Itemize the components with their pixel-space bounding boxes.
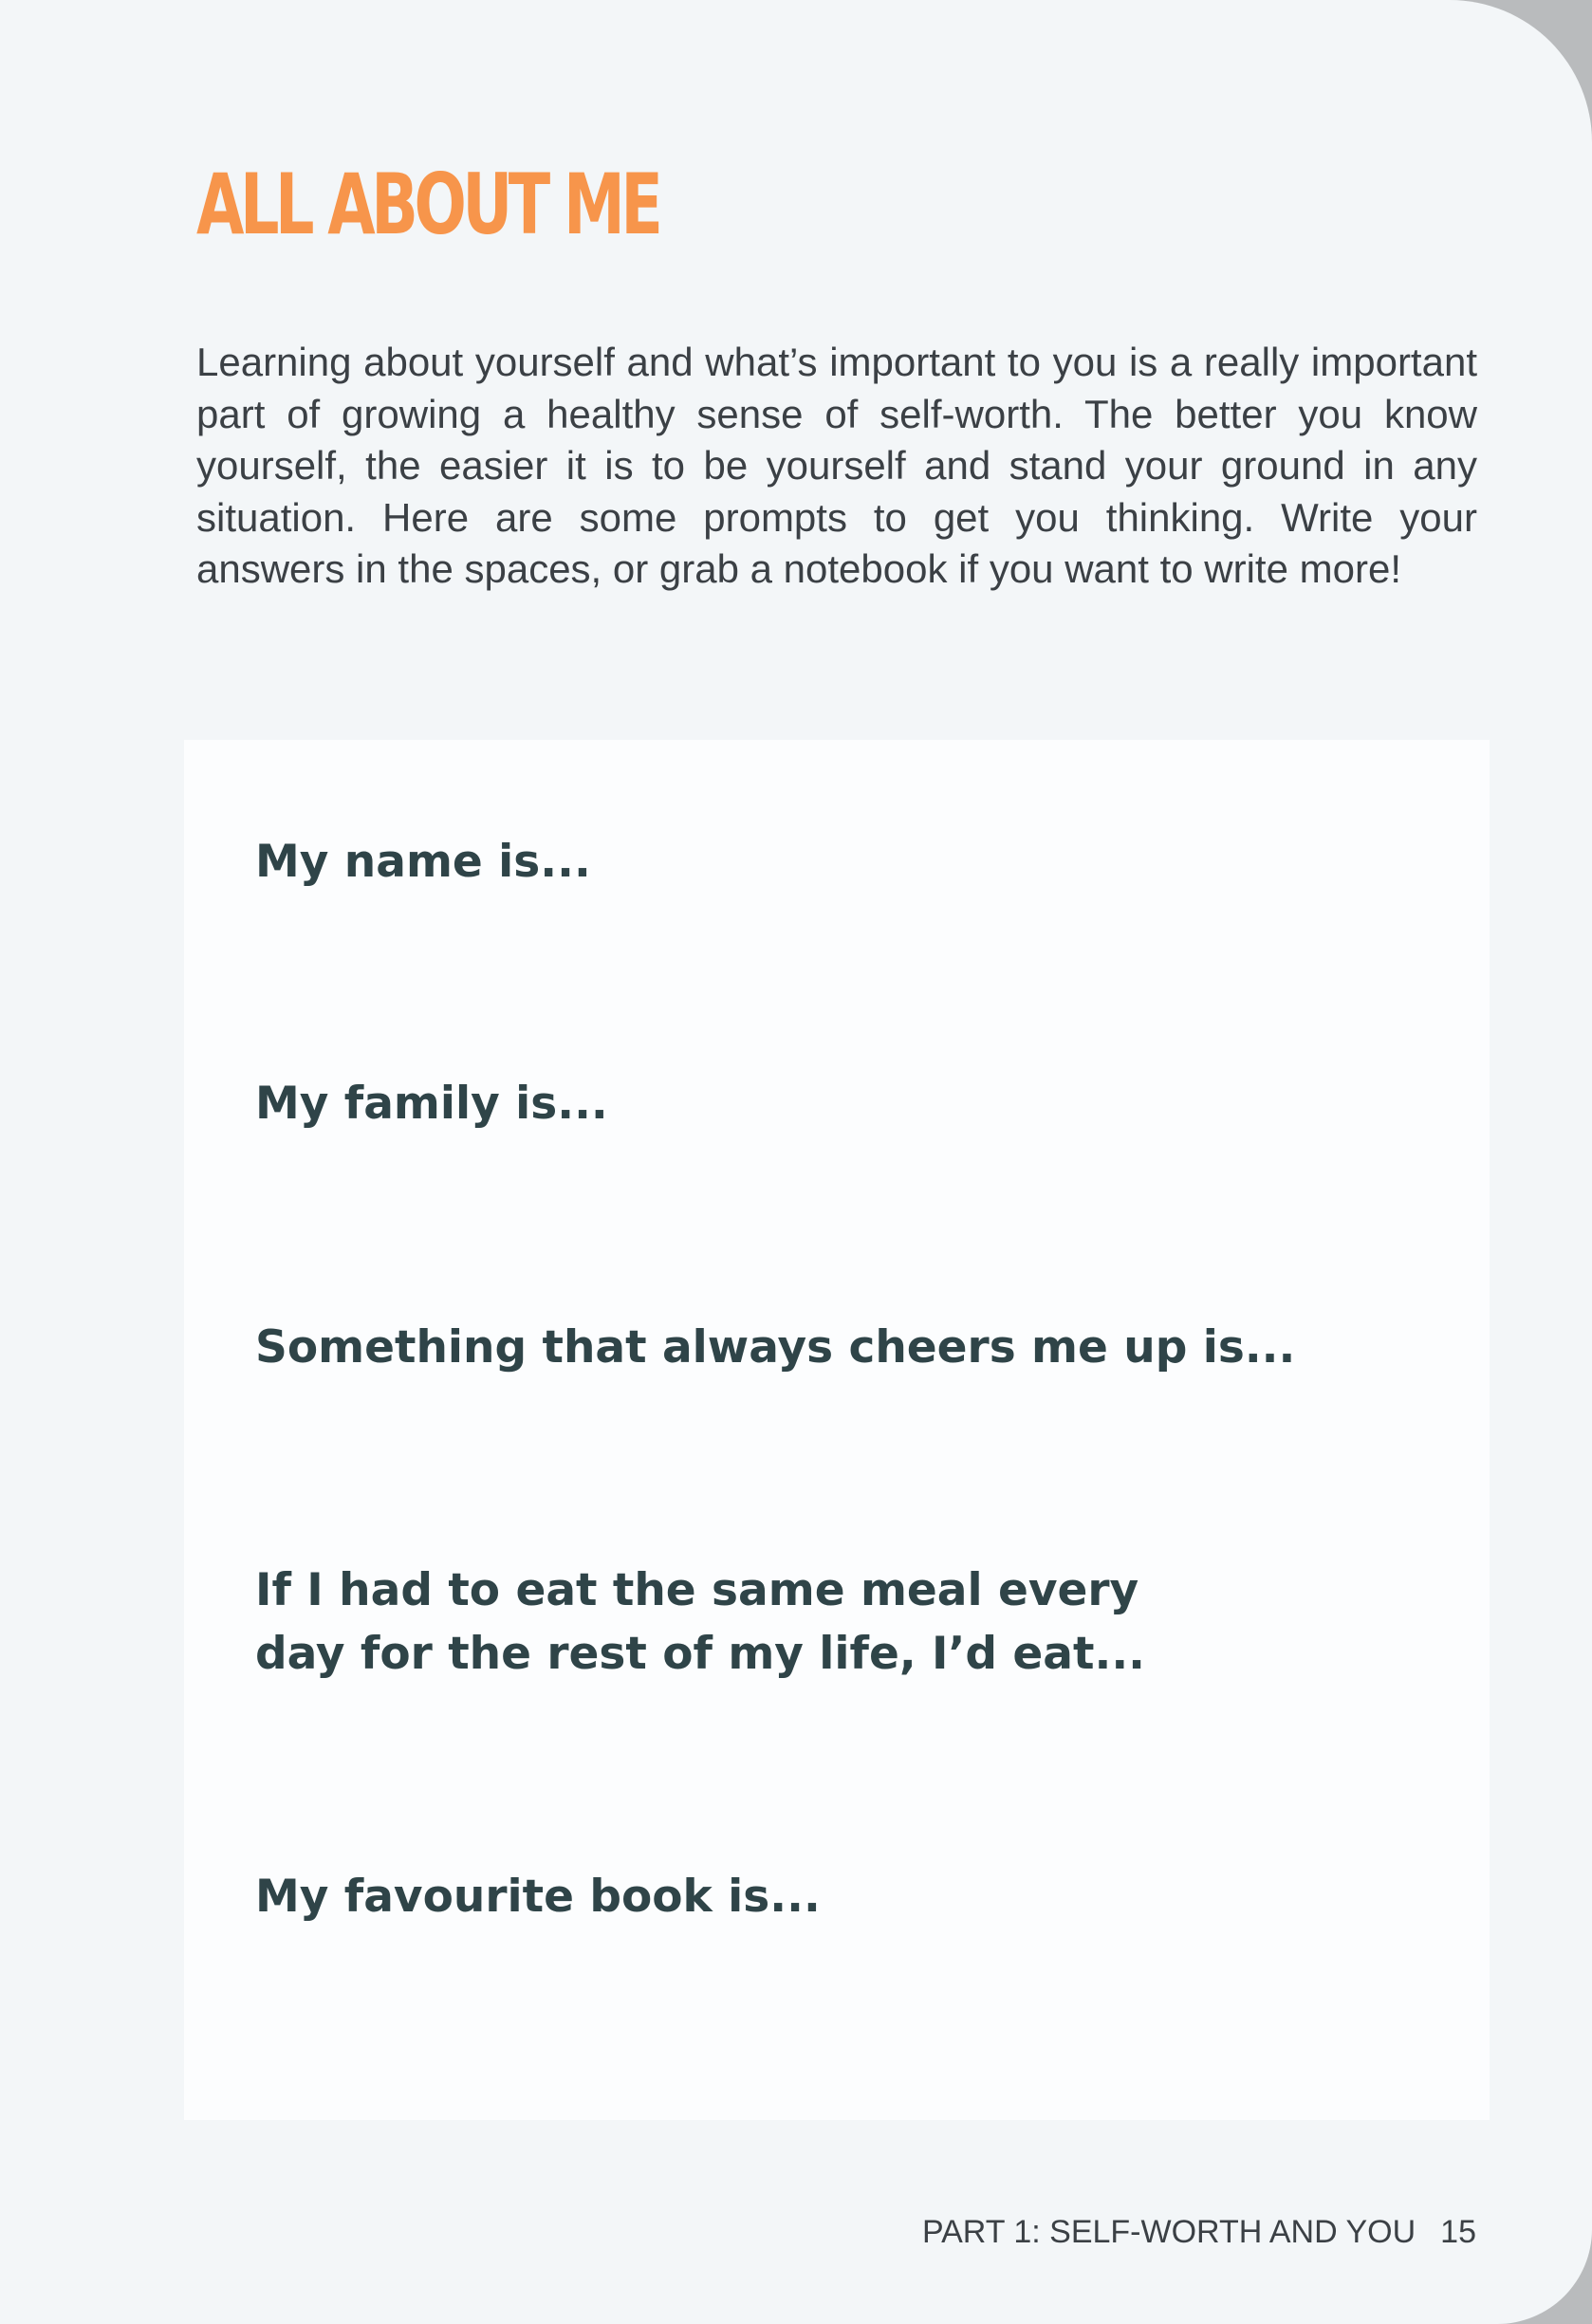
prompt-family: My family is... [255,1078,608,1130]
intro-paragraph: Learning about yourself and what’s important to you is a really important part of growing a healthy sense of self-worth. The better you know yourself, the easier it is to be yourself and stand your ground in any situation. Here are some prompts to get you thinking. Write your answers in the spaces, or grab a notebook if you want to write more! [196,340,1477,592]
page-title: ALL ABOUT ME [196,156,659,253]
prompt-favourite-book: My favourite book is... [255,1871,821,1923]
page-number: 15 [1440,2214,1476,2250]
prompts-card [184,740,1490,2120]
prompt-cheers-me-up: Something that always cheers me up is... [255,1321,1296,1374]
prompt-same-meal: If I had to eat the same meal every day for the rest of my life, I’d eat... [255,1564,1146,1680]
prompt-name: My name is... [255,836,591,888]
page-footer [922,2216,1476,2248]
footer-section-label: PART 1: SELF-WORTH AND YOU [921,2214,1416,2250]
